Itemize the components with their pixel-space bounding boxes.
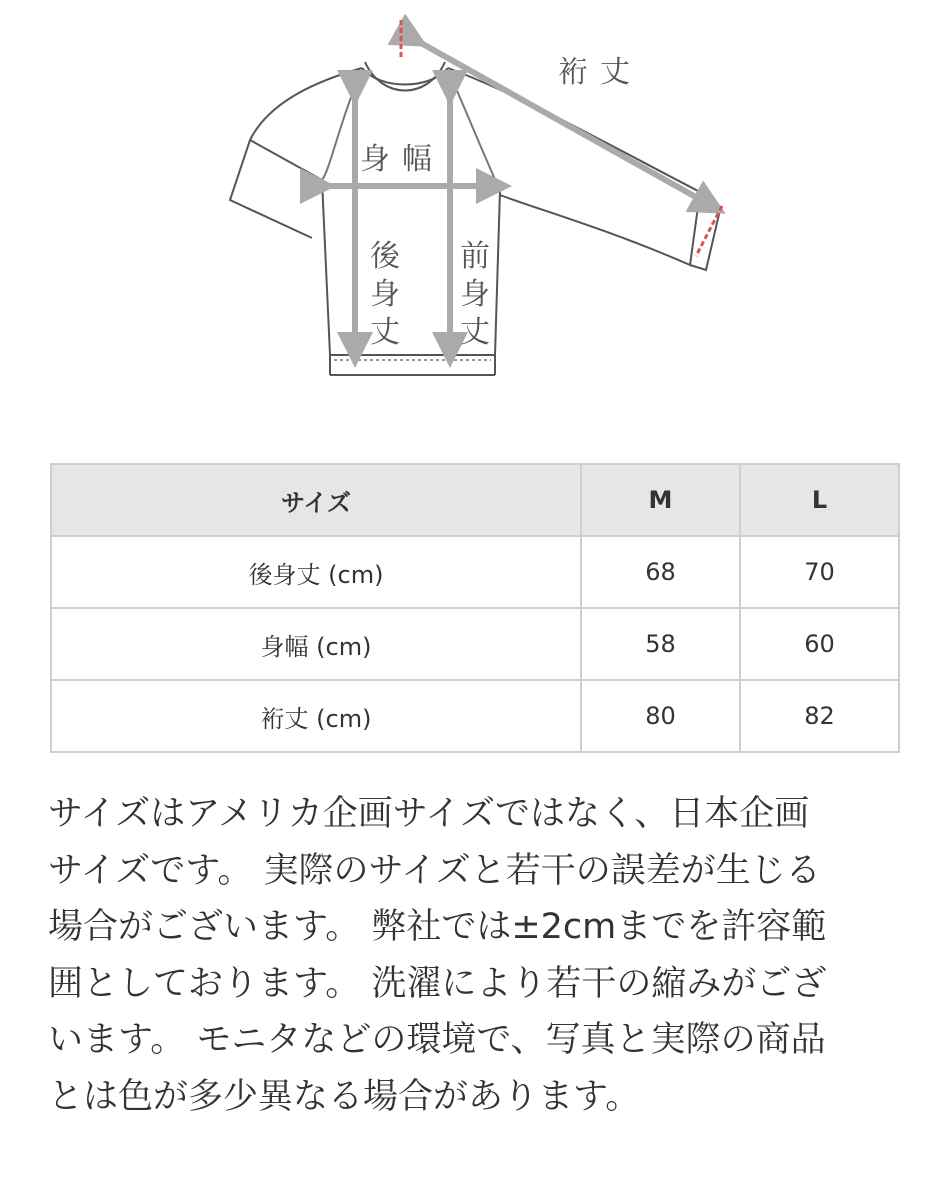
size-notes — [48, 786, 908, 1125]
notes-line: とは色が多少異なる場合があります。 — [48, 1076, 641, 1117]
value-l: 70 — [740, 536, 899, 608]
table-row — [51, 608, 899, 680]
header-size: サイズ — [51, 464, 581, 536]
notes-line: います。 モニタなどの環境で、写真と実際の商品 — [48, 1020, 826, 1060]
row-label: 裄丈 (cm) — [51, 680, 581, 752]
back-length-label: 後 身 丈 — [370, 239, 400, 350]
body-width-label: 身幅 — [360, 142, 444, 177]
value-m: 68 — [581, 536, 740, 608]
sleeve-length-label: 裄丈 — [558, 55, 642, 90]
value-m: 80 — [581, 680, 740, 752]
table-row — [51, 536, 899, 608]
front-length-label: 前 身 丈 — [460, 239, 490, 350]
notes-line: 場合がございます。 弊社では±2cmまでを許容範 — [48, 907, 827, 947]
row-label: 後身丈 (cm) — [51, 536, 581, 608]
size-table — [50, 463, 900, 753]
garment-diagram — [0, 0, 929, 400]
table-row — [51, 680, 899, 752]
value-m: 58 — [581, 608, 740, 680]
row-label: 身幅 (cm) — [51, 608, 581, 680]
cuff-marker — [696, 206, 722, 256]
header-l: L — [740, 464, 899, 536]
notes-line: サイズです。 実際のサイズと若干の誤差が生じる — [48, 850, 821, 891]
notes-line: サイズはアメリカ企画サイズではなく、日本企画 — [48, 794, 810, 834]
value-l: 82 — [740, 680, 899, 752]
header-m: M — [581, 464, 740, 536]
value-l: 60 — [740, 608, 899, 680]
notes-line: 囲としております。 洗濯により若干の縮みがござ — [48, 963, 827, 1004]
table-header-row — [51, 464, 899, 536]
